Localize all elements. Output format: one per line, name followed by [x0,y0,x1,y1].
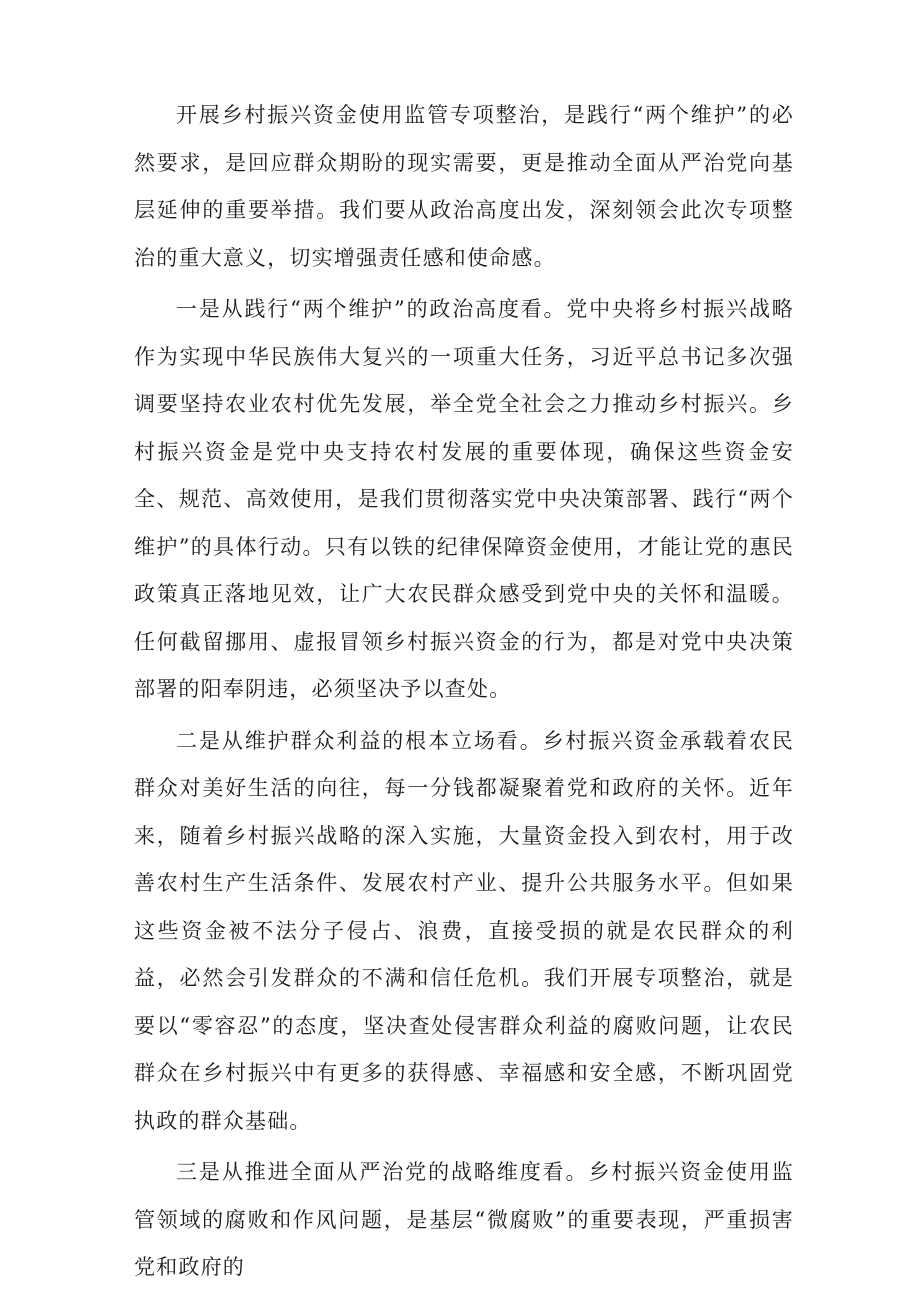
document-body [134,92,794,1296]
paragraph-point-three: 三是从推进全面从严治党的战略维度看。乡村振兴资金使用监管领域的腐败和作风问题，是基层“微腐败”的重要表现，严重损害党和政府的 [134,1160,794,1279]
paragraph-point-one: 一是从践行“两个维护”的政治高度看。党中央将乡村振兴战略作为实现中华民族伟大复兴的一项重大任务，习近平总书记多次强调要坚持农业农村优先发展，举全党全社会之力推动乡村振兴。乡村振兴资金是党中央支持农村发展的重要体现，确保这些资金安全、规范、高效使用，是我们贯彻落实党中央决策部署、践行“两个维护”的具体行动。只有以铁的纪律保障资金使用，才能让党的惠民政策真正落地见效，让广大农民群众感受到党中央的关怀和温暖。任何截留挪用、虚报冒领乡村振兴资金的行为，都是对党中央决策部署的阳奉阴违，必须坚决予以查处。 [134,297,794,701]
paragraph-point-two: 二是从维护群众利益的根本立场看。乡村振兴资金承载着农民群众对美好生活的向往，每一分钱都凝聚着党和政府的关怀。近年来，随着乡村振兴战略的深入实施，大量资金投入到农村，用于改善农村生产生活条件、发展农村产业、提升公共服务水平。但如果这些资金被不法分子侵占、浪费，直接受损的就是农民群众的利益，必然会引发群众的不满和信任危机。我们开展专项整治，就是要以“零容忍”的态度，坚决查处侵害群众利益的腐败问题，让农民群众在乡村振兴中有更多的获得感、幸福感和安全感，不断巩固党执政的群众基础。 [134,728,794,1133]
paragraph-intro: 开展乡村振兴资金使用监管专项整治，是践行“两个维护”的必然要求，是回应群众期盼的现实需要，更是推动全面从严治党向基层延伸的重要举措。我们要从政治高度出发，深刻领会此次专项整治的重大意义，切实增强责任感和使命感。 [134,103,794,270]
